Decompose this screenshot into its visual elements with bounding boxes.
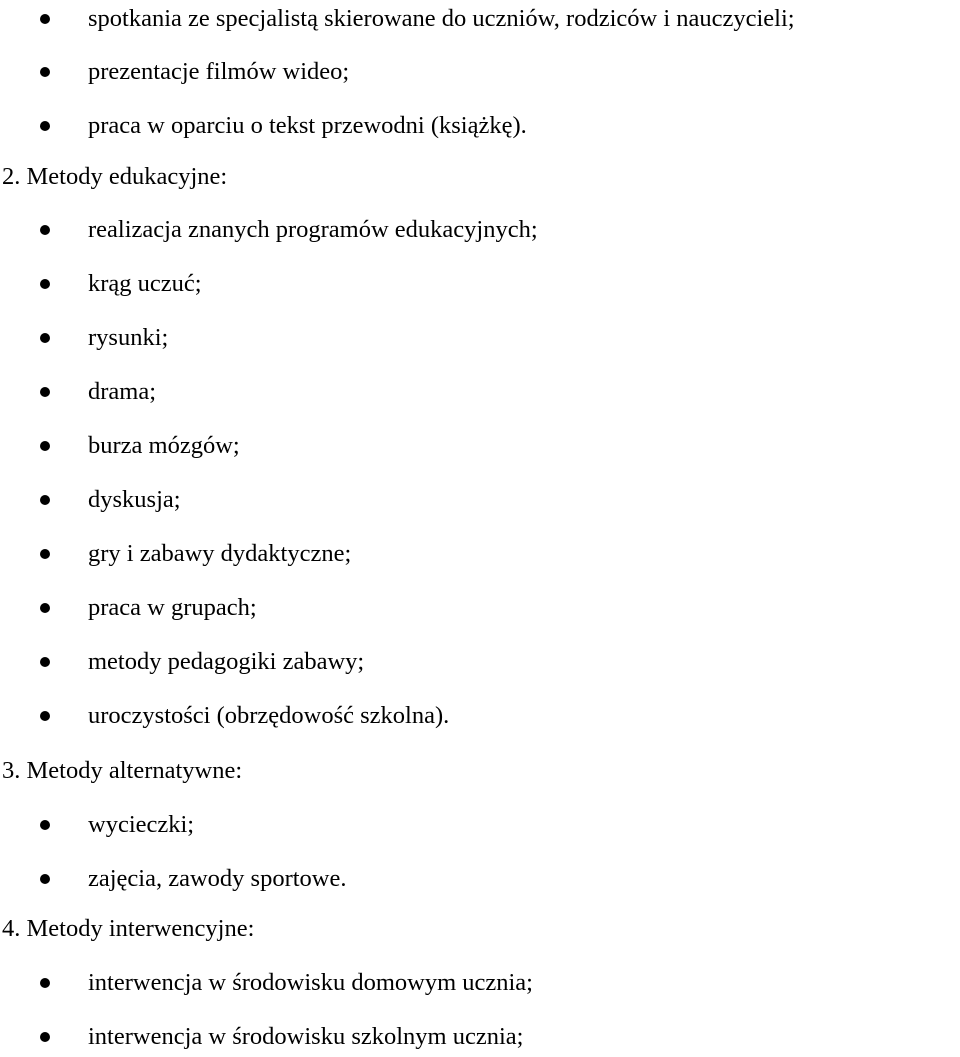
bullet-icon (40, 874, 50, 884)
bullet-icon (40, 978, 50, 988)
list-item-text: krąg uczuć; (88, 270, 202, 297)
bullet-icon (40, 387, 50, 397)
bullet-icon (40, 1032, 50, 1042)
section-heading-text: 4. Metody interwencyjne: (2, 915, 255, 942)
list-item-text: dyskusja; (88, 486, 181, 513)
bullet-icon (40, 14, 50, 24)
bullet-icon (40, 67, 50, 77)
list-item-text: praca w grupach; (88, 594, 257, 621)
section-heading-text: 2. Metody edukacyjne: (2, 163, 228, 190)
bullet-icon (40, 225, 50, 235)
bullet-icon (40, 657, 50, 667)
bullet-icon (40, 333, 50, 343)
bullet-icon (40, 121, 50, 131)
bullet-icon (40, 711, 50, 721)
bullet-icon (40, 279, 50, 289)
bullet-icon (40, 549, 50, 559)
list-item-text: spotkania ze specjalistą skierowane do uczniów, rodziców i nauczycieli; (88, 5, 795, 32)
list-item-text: wycieczki; (88, 811, 195, 838)
list-item-text: interwencja w środowisku domowym ucznia; (88, 969, 533, 996)
list-item-text: drama; (88, 378, 157, 405)
bullet-icon (40, 603, 50, 613)
list-item-text: uroczystości (obrzędowość szkolna). (88, 702, 450, 729)
bullet-icon (40, 820, 50, 830)
bullet-icon (40, 495, 50, 505)
bullet-icon (40, 441, 50, 451)
list-item-text: zajęcia, zawody sportowe. (88, 865, 347, 892)
list-item-text: realizacja znanych programów edukacyjnych; (88, 216, 538, 243)
list-item-text: metody pedagogiki zabawy; (88, 648, 365, 675)
list-item-text: burza mózgów; (88, 432, 240, 459)
list-item-text: rysunki; (88, 324, 169, 351)
list-item-text: praca w oparciu o tekst przewodni (książkę). (88, 112, 527, 139)
list-item-text: gry i zabawy dydaktyczne; (88, 540, 352, 567)
list-item-text: interwencja w środowisku szkolnym ucznia; (88, 1023, 524, 1050)
section-heading-text: 3. Metody alternatywne: (2, 757, 243, 784)
list-item-text: prezentacje filmów wideo; (88, 58, 350, 85)
